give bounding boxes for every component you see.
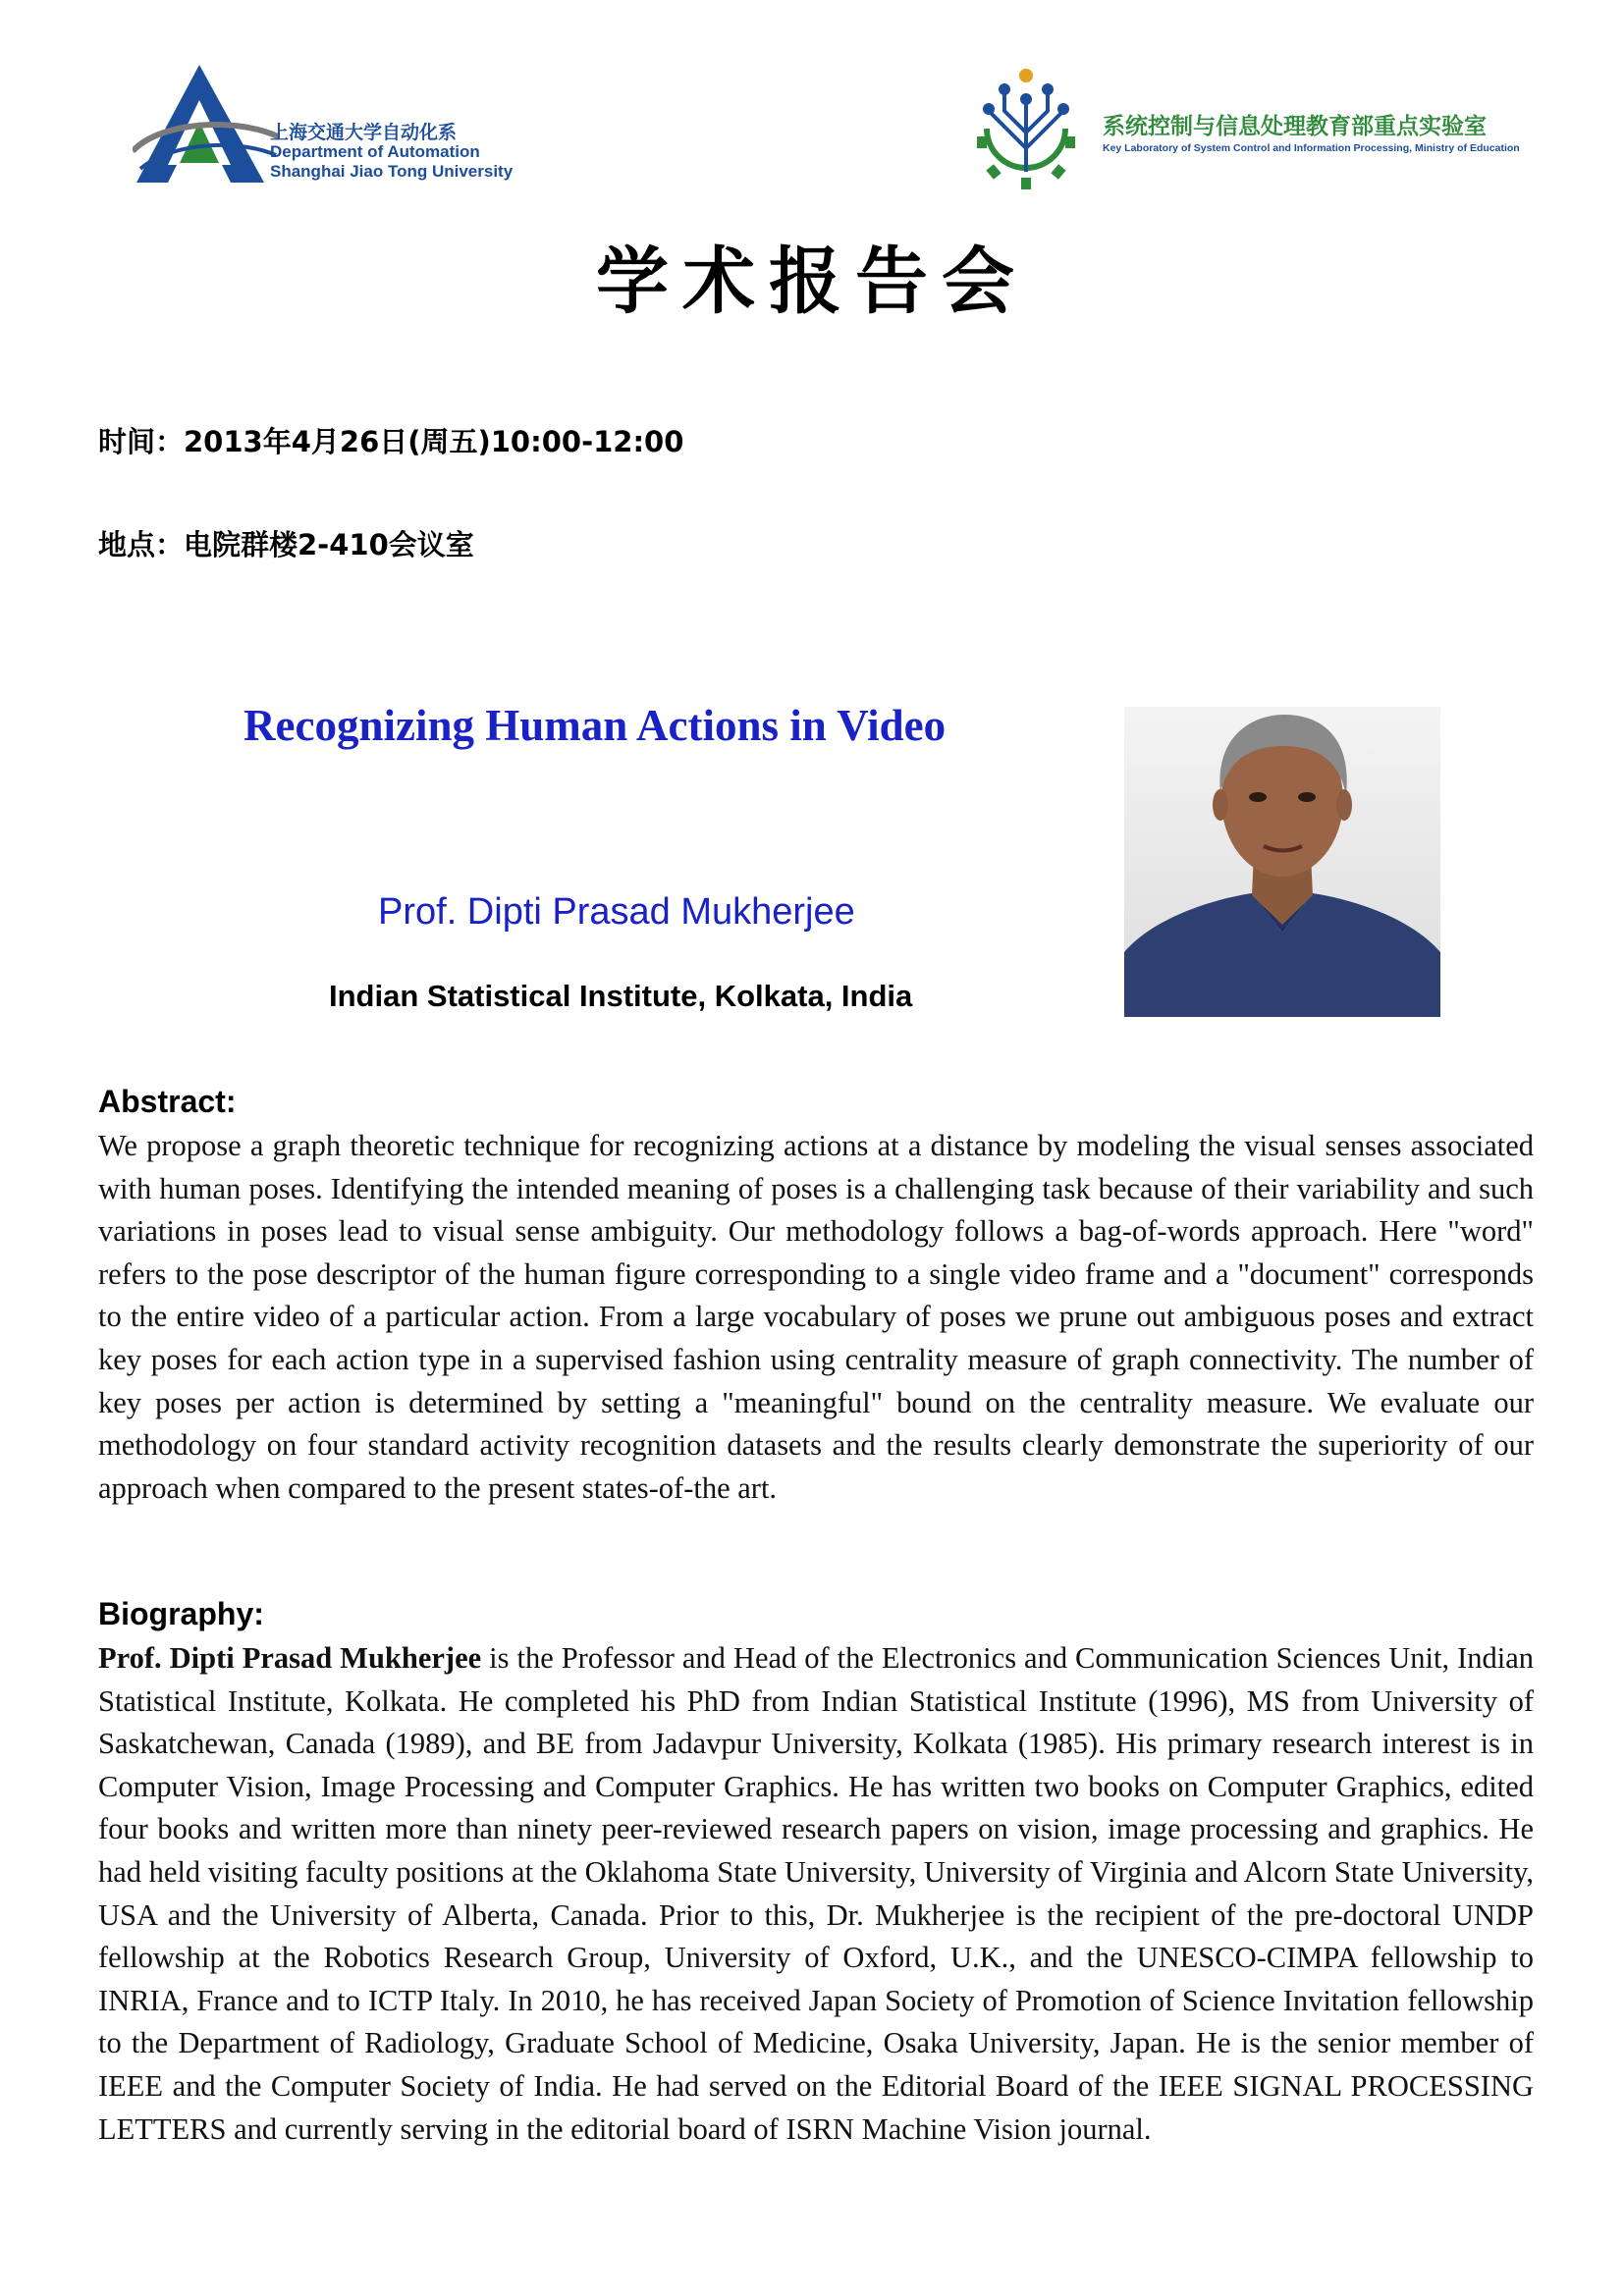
sjtu-name-en-line1: Department of Automation [270,142,480,161]
event-venue: 地点：电院群楼2-410会议室 [98,528,474,561]
speaker-affiliation: Indian Statistical Institute, Kolkata, India [329,979,913,1013]
biography-text [98,1637,1534,2151]
abstract-heading: Abstract: [98,1084,237,1119]
lab-name-cn: 系统控制与信息处理教育部重点实验室 [1103,114,1487,139]
sjtu-automation-logo [133,61,545,188]
biography-body: is the Professor and Head of the Electronics and Communication Sciences Unit, Indian Statistical Institute, Kolkata. He completed his PhD from Indian Statistical Institute (1996), MS from University of Saskatchewan, Canada (1989), and BE from Jadavpur University, Kolkata (1985). His primary research interest is in Computer Vision, Image Processing and Computer Graphics. He has written two books on Computer Graphics, edited four books and written more than ninety peer-reviewed research papers on vision, image processing and graphics. He had held visiting faculty positions at the Oklahoma State University, University of Virginia and Alcorn State University, USA and the University of Alberta, Canada. Prior to this, Dr. Mukherjee is the recipient of the pre-doctoral UNDP fellowship at the Robotics Research Group, University of Oxford, U.K., and the UNESCO-CIMPA fellowship to INRIA, France and to ICTP Italy. In 2010, he has received Japan Society of Promotion of Science Invitation fellowship to the Department of Radiology, Graduate School of Medicine, Osaka University, Japan. He is the senior member of IEEE and the Computer Society of India. He had served on the Editorial Board of the IEEE SIGNAL PROCESSING LETTERS and currently serving in the editorial board of ISRN Machine Vision journal. [98,1641,1534,2146]
abstract-text: We propose a graph theoretic technique for recognizing actions at a distance by modeling the visual senses associated with human poses. Identifying the intended meaning of poses is a challenging task because of their variability and such variations in poses lead to visual sense ambiguity. Our methodology follows a bag-of-words approach. Here "word" refers to the pose descriptor of the human figure corresponding to a single video frame and a "document" corresponds to the entire video of a particular action. From a large vocabulary of poses we prune out ambiguous poses and extract key poses for each action type in a supervised fashion using centrality measure of graph connectivity. The number of key poses per action is determined by setting a "meaningful" bound on the centrality measure. We evaluate our methodology on four standard activity recognition datasets and the results clearly demonstrate the superiority of our approach when compared to the present states-of-the art. [98,1129,1534,1505]
gear-circuit-logo-icon [967,64,1085,191]
talk-title: Recognizing Human Actions in Video [244,701,947,750]
speaker-photo [1124,707,1440,1017]
sjtu-name-cn: 上海交通大学自动化系 [270,122,458,143]
lab-name-en: Key Laboratory of System Control and Information Processing, Ministry of Education [1103,142,1520,154]
speaker-name: Prof. Dipti Prasad Mukherjee [378,891,855,933]
event-time: 时间：2013年4月26日(周五)10:00-12:00 [98,425,684,458]
poster-title: 学术报告会 [596,240,1028,324]
key-lab-logo [967,64,1520,191]
sjtu-triangle-logo-icon [133,61,280,188]
biography-lead-name: Prof. Dipti Prasad Mukherjee [98,1641,482,1675]
speaker-portrait-icon [1124,707,1440,1017]
biography-heading: Biography: [98,1596,264,1631]
sjtu-name-en-line2: Shanghai Jiao Tong University [270,162,514,181]
